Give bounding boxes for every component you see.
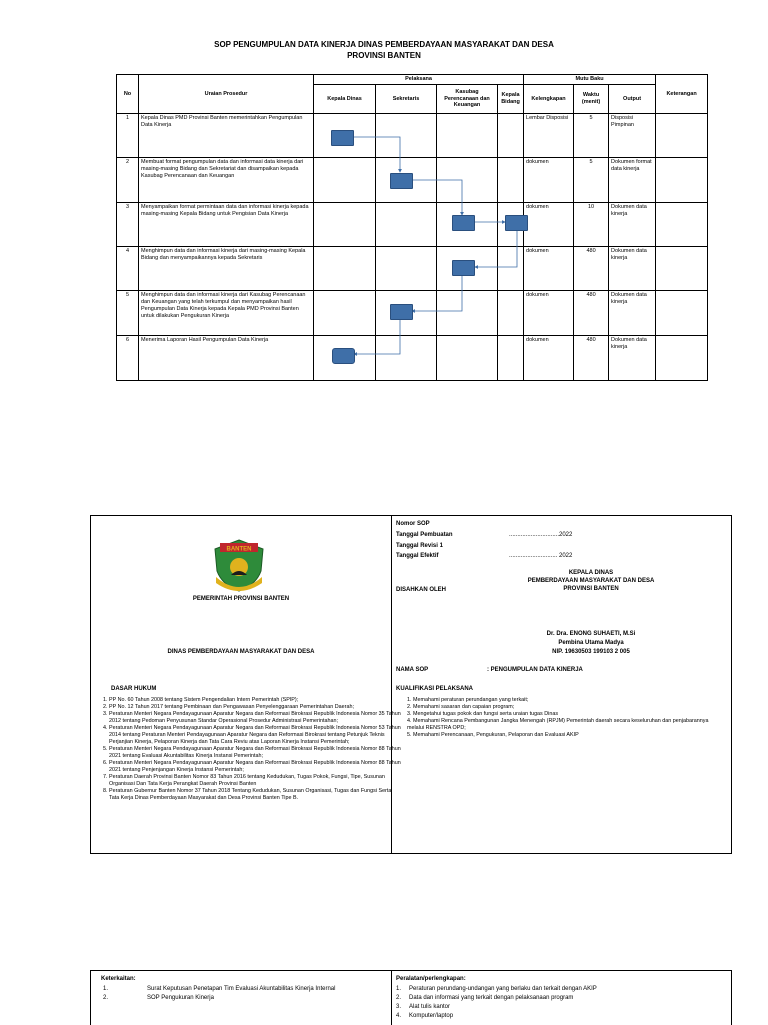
dasar-hukum-list [99,697,401,802]
signer-nip: NIP. 19630503 199103 2 005 [552,649,630,655]
org-name: PEMERINTAH PROVINSI BANTEN [192,596,290,602]
row-waktu: 480 [574,291,609,336]
nama-sop-value: : PENGUMPULAN DATA KINERJA [487,667,583,673]
peralatan-num: 2. [396,995,402,1001]
list-item: 4. Memahami Rencana Pembangunan Jangka Menengah (RPJM) Pemerintah daerah secara keseluruhan dan penjabarannya melalui RENSTRA OPD; [407,718,709,732]
row-output: Dokumen format data kinerja [609,158,656,203]
tgl-efektif-label: Tanggal Efektif [396,553,439,559]
panel-divider [391,516,392,853]
row-kelengkapan: dokumen [524,203,574,247]
kualifikasi-list [407,697,725,739]
row-output: Dokumen data kinerja [609,336,656,381]
header-waktu: Waktu (menit) [574,85,609,114]
signer-rank: Pembina Utama Madya [558,640,624,646]
list-item: 5. Memahami Perencanaan, Pengukuran, Pelaporan dan Evaluasi AKIP [407,732,579,739]
row-waktu: 480 [574,247,609,291]
peralatan-item: Alat tulis kantor [409,1004,451,1010]
list-item: 5. Peraturan Menteri Negara Pendayagunaan Aparatur Negara dan Reformasi Birokrasi Republik Indonesia Nomor 88 Tahun 2021 tentang Evaluasi Akuntabilitas Kinerja Instansi Pemerintah; [109,746,401,760]
header-uraian: Uraian Prosedur [139,75,314,114]
flow-arrow-6-7 [354,318,400,354]
list-item: 1. Memahami peraturan perundangan yang terkait; [407,697,529,703]
kepala-line1: KEPALA DINAS [568,570,614,576]
keterkaitan-num: 2. [103,995,109,1001]
row-no: 1 [117,114,139,158]
flow-step-box [390,173,413,189]
peralatan-num: 4. [396,1013,402,1019]
flow-step-box [332,348,355,364]
flow-arrow-2-3 [412,180,462,215]
row-uraian: Membuat format pengumpulan data dan informasi data kinerja dari masing-masing Bidang dan Sekretariat dan disampaikan kepada Kasubag Perencanaan dan Keuangan [139,158,314,203]
row-output: Dokumen data kinerja [609,247,656,291]
list-item: 2. PP No. 12 Tahun 2017 tentang Pembinaan dan Pengawasan Penyelenggaraan Pemerintahan Daerah; [109,704,401,711]
dinas-name: DINAS PEMBERDAYAAN MASYARAKAT DAN DESA [167,649,315,655]
flow-step-box [331,130,354,146]
flow-arrow-1-2 [352,137,400,172]
banten-logo [212,537,266,593]
row-no: 3 [117,203,139,247]
header-keterangan: Keterangan [656,75,708,114]
list-item: 3. Mengetahui tugas pokok dan fungsi serta uraian tugas Dinas [407,711,559,718]
kualifikasi-label: KUALIFIKASI PELAKSANA [396,686,474,692]
tgl-pembuatan-label: Tanggal Pembuatan [396,532,453,538]
row-kelengkapan: Lembar Disposisi [524,114,574,158]
dasar-hukum-label: DASAR HUKUM [111,686,157,692]
row-uraian: Kepala Dinas PMD Provinsi Banten memerintahkan Pengumpulan Data Kinerja [139,114,314,158]
list-item: 2. Memahami sasaran dan capaian program; [407,704,515,711]
row-kelengkapan: dokumen [524,291,574,336]
header-kepala-dinas: Kepala Dinas [314,85,376,114]
row-kelengkapan: dokumen [524,158,574,203]
header-kasubag: Kasubag Perencanaan dan Keuangan [437,85,498,114]
header-kepala-bidang: Kepala Bidang [498,85,524,114]
peralatan-num: 1. [396,986,402,992]
page-subtitle: PROVINSI BANTEN [347,51,421,60]
flowchart-connectors [0,0,768,400]
row-output: Dokumen data kinerja [609,203,656,247]
row-uraian: Menghimpun data dan informasi kinerja dari masing-masing Kepala Bidang dan menyampaikannya kepada Sekretaris [139,247,314,291]
peralatan-item: Peraturan perundang-undangan yang berlaku dan terkait dengan AKIP [409,986,597,992]
list-item: 3. Peraturan Menteri Negara Pendayagunaan Aparatur Negara dan Reformasi Birokrasi Republik Indonesia Nomor 35 Tahun 2012 tentang Pedoman Penyusunan Standar Operasional Prosedur Administrasi Pemerintahan; [109,711,401,725]
row-kelengkapan: dokumen [524,247,574,291]
list-item: 6. Peraturan Menteri Negara Pendayagunaan Aparatur Negara dan Reformasi Birokrasi Republik Indonesia Nomor 88 Tahun 2021 tentang Penjenjangan Kinerja Instansi Pemerintah; [109,760,401,774]
row-uraian: Menerima Laporan Hasil Pengumpulan Data Kinerja [139,336,314,381]
peralatan-num: 3. [396,1004,402,1010]
row-uraian: Menyampaikan format permintaan data dan informasi kinerja kepada masing-masing Kepala Bidang untuk Pengisian Data Kinerja [139,203,314,247]
row-uraian: Menghimpun data dan informasi kinerja dari Kasubag Perencanaan dan Keuangan yang telah terkumpul dan menyampaikan hasil Pengumpulan Data Kinerja kepada Kepala PMD Provinsi Banten untuk dilakukan Pengukuran Kinerja [139,291,314,336]
row-no: 5 [117,291,139,336]
flow-step-box [390,304,413,320]
list-item: 8. Peraturan Gubernur Banten Nomor 37 Tahun 2018 Tentang Kedudukan, Susunan Organisasi, Tugas dan Fungsi Serta Tata Kerja Dinas Pemberdayaan Masyarakat dan Desa Provinsi Banten Tipe B. [109,788,401,802]
panel-divider [391,971,392,1025]
keterkaitan-item: SOP Pengukuran Kinerja [147,995,214,1001]
row-waktu: 5 [574,114,609,158]
flow-step-box [505,215,528,231]
header-mutu-baku: Mutu Baku [524,75,656,85]
row-no: 4 [117,247,139,291]
header-kelengkapan: Kelengkapan [524,85,574,114]
flow-step-box [452,215,475,231]
tgl-efektif-value: ............................. 2022 [509,553,573,559]
flow-arrow-5-6 [412,274,462,311]
row-output: Disposisi Pimpinan [609,114,656,158]
header-no: No [117,75,139,114]
row-no: 2 [117,158,139,203]
list-item: 4. Peraturan Menteri Negara Pendayagunaan Aparatur Negara dan Reformasi Birokrasi Republik Indonesia Nomor 53 Tahun 2014 tentang Peraturan Menteri Pendayagunaan Aparatur Negara dan Reformasi Birokrasi tentang Petunjuk Teknis Perjanjian Kinerja, Pelaporan Kinerja dan Tata Cara Reviu atas Laporan Kinerja Instansi Pemerintah; [109,725,401,746]
row-no: 6 [117,336,139,381]
logo-text: BANTEN [226,546,252,553]
related-equipment-panel [90,970,732,1025]
page-title: SOP PENGUMPULAN DATA KINERJA DINAS PEMBERDAYAAN MASYARAKAT DAN DESA [214,40,554,49]
header-pelaksana: Pelaksana [314,75,524,85]
header-sekretaris: Sekretaris [376,85,437,114]
nama-sop-label: NAMA SOP [396,667,429,673]
flow-arrow-4-5 [475,229,517,267]
flow-step-box [452,260,475,276]
nomor-sop-label: Nomor SOP [396,521,430,527]
header-output: Output [609,85,656,114]
keterkaitan-item: Surat Keputusan Penetapan Tim Evaluasi Akuntabilitas Kinerja Internal [147,986,336,992]
row-waktu: 5 [574,158,609,203]
kepala-line2: PEMBERDAYAAN MASYARAKAT DAN DESA [527,578,655,584]
tgl-pembuatan-value: ..............................2022 [509,532,573,538]
keterkaitan-num: 1. [103,986,109,992]
sop-identity-panel [90,515,732,854]
signer-name: Dr. Dra. ENONG SUHAETI, M.Si [546,631,636,637]
row-output: Dokumen data kinerja [609,291,656,336]
list-item: 7. Peraturan Daerah Provinsi Banten Nomor 83 Tahun 2016 tentang Kedudukan, Tugas Pokok, Fungsi, Tipe, Susunan Organisasi Dan Tata Kerja Perangkat Daerah Provinsi Banten [109,774,401,788]
peralatan-item: Data dan informasi yang terkait dengan pelaksanaan program [409,995,574,1001]
row-waktu: 480 [574,336,609,381]
row-kelengkapan: dokumen [524,336,574,381]
keterkaitan-label: Keterkaitan: [101,976,136,982]
kepala-line3: PROVINSI BANTEN [563,586,619,592]
tgl-revisi-label: Tanggal Revisi 1 [396,543,443,549]
row-waktu: 10 [574,203,609,247]
list-item: 1. PP No. 60 Tahun 2008 tentang Sistem Pengendalian Intern Pemerintah (SPIP); [109,697,401,704]
peralatan-item: Komputer/laptop [409,1013,454,1019]
peralatan-label: Peralatan/perlengkapan: [396,976,466,982]
disahkan-label: DISAHKAN OLEH [396,587,447,593]
